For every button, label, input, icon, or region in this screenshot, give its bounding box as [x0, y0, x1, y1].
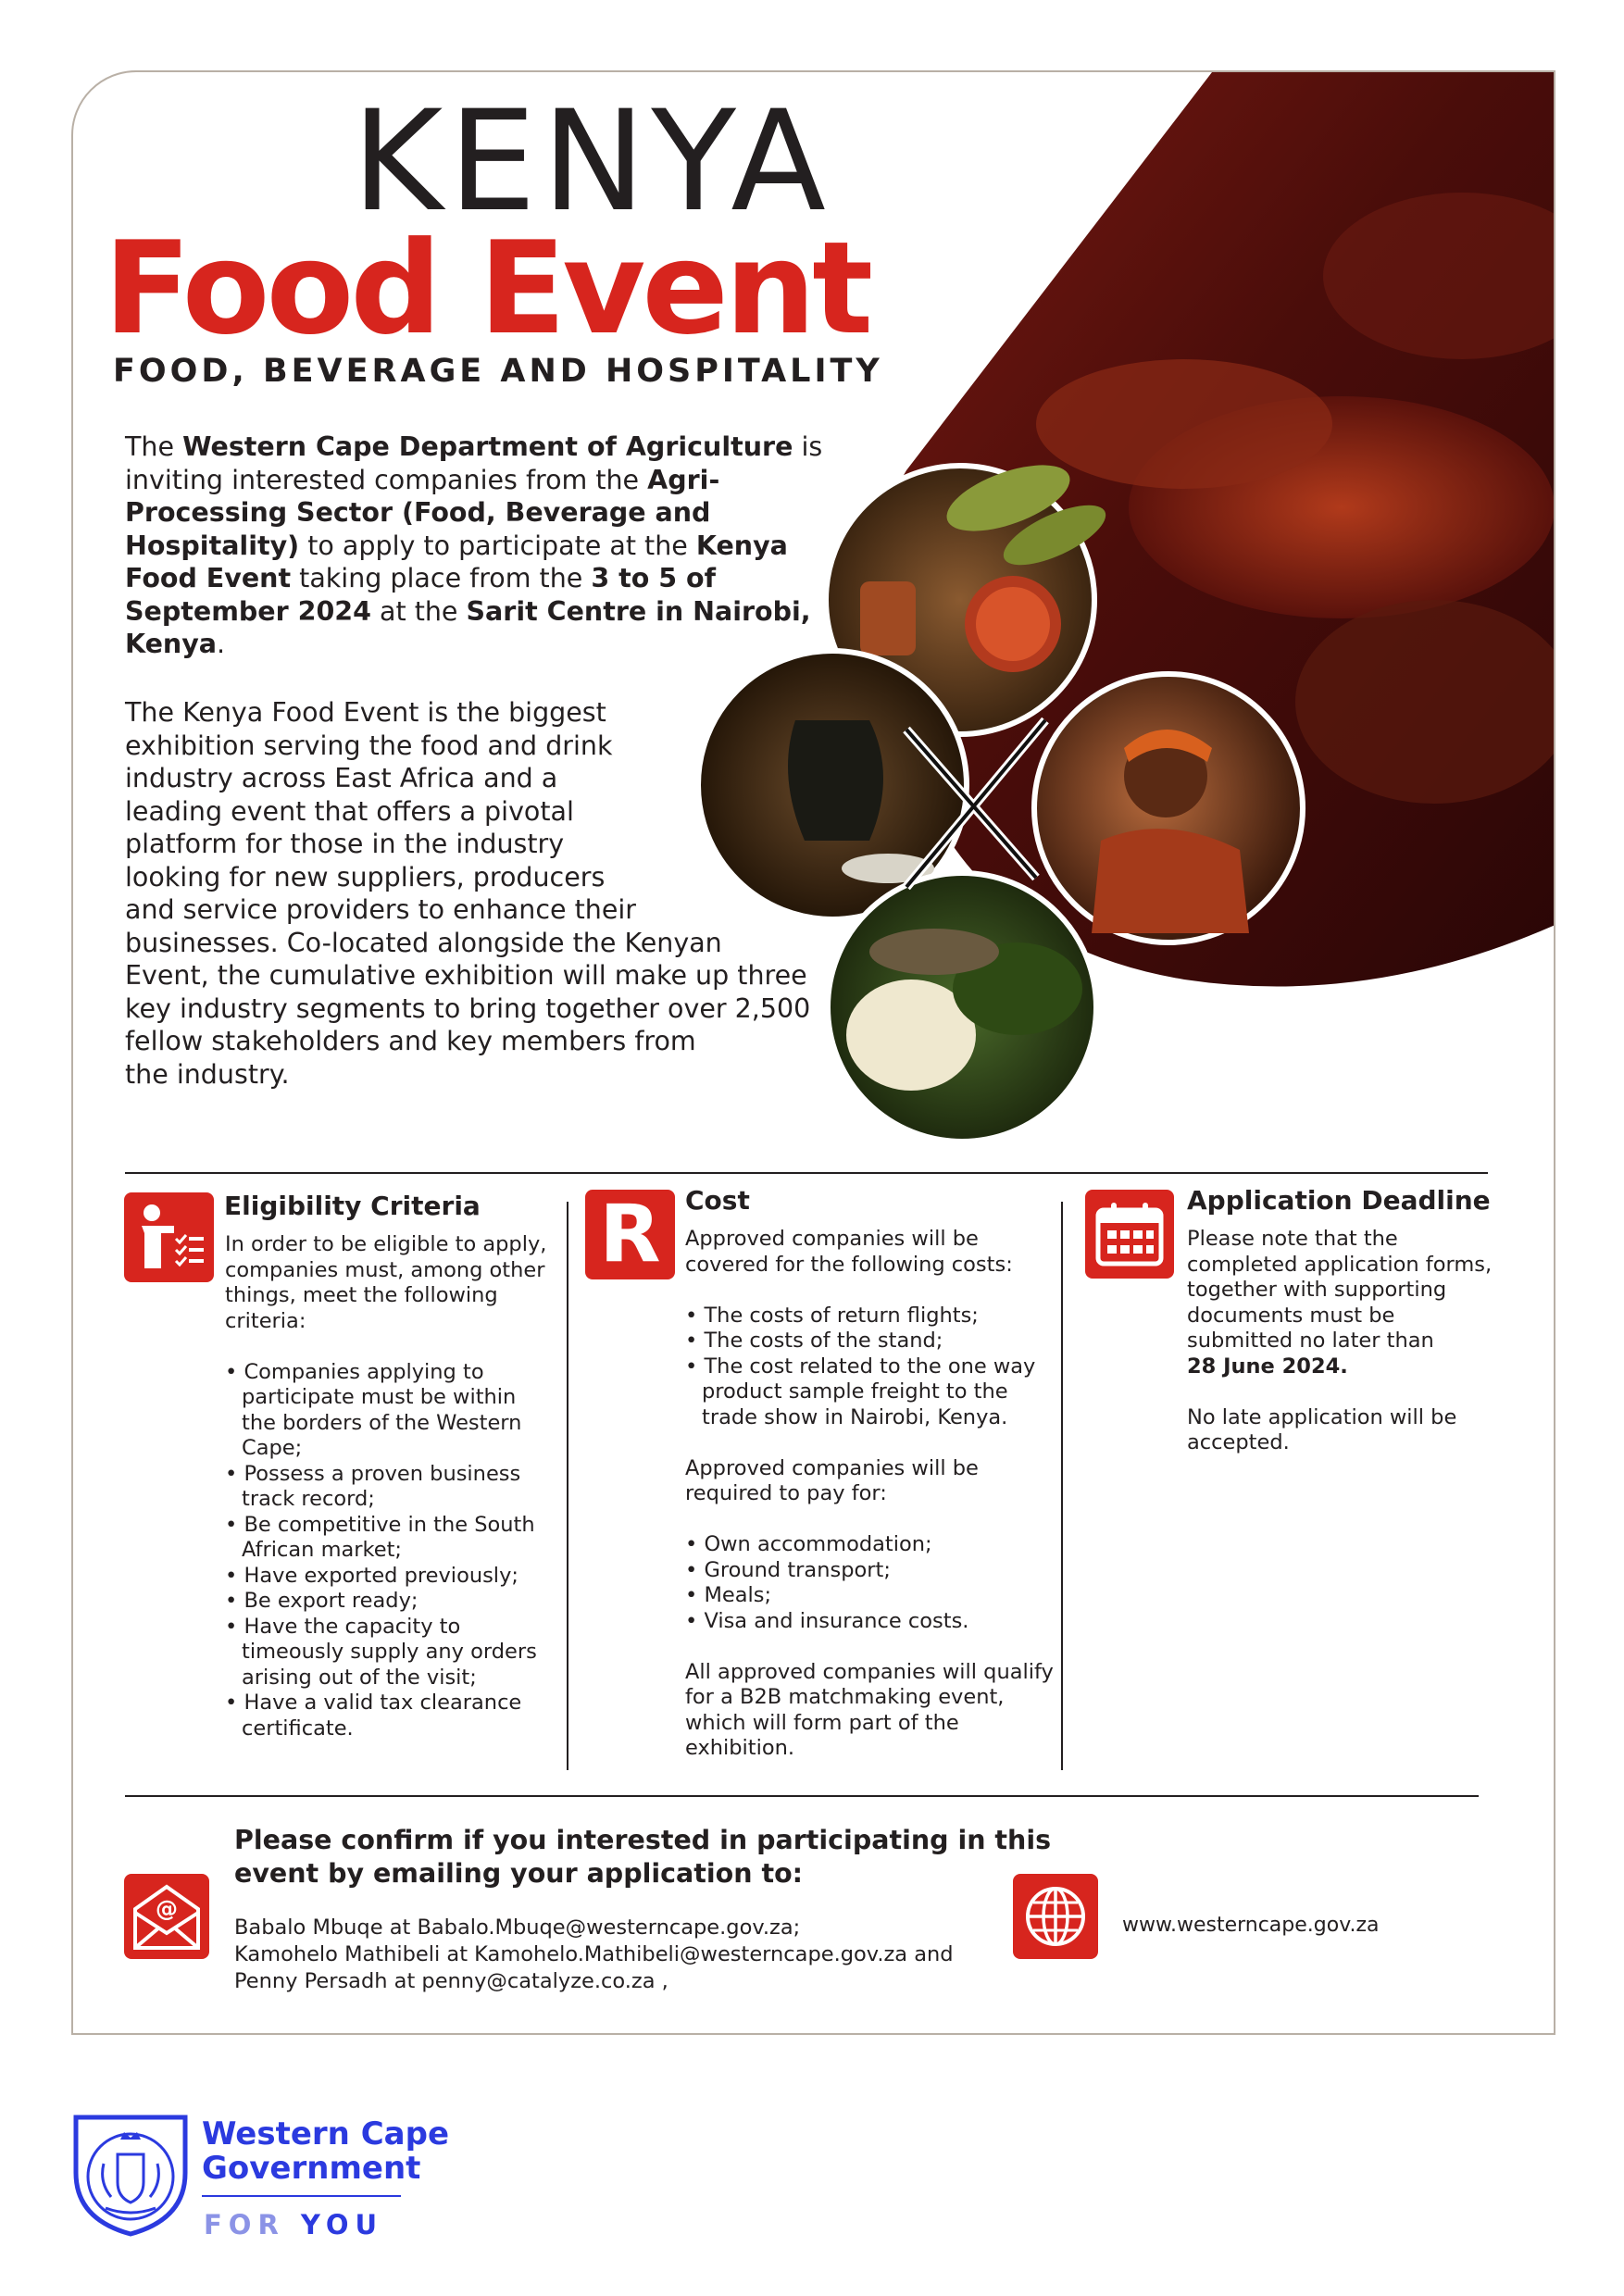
logo-rule	[202, 2195, 401, 2197]
title-food-event: Food Event	[104, 214, 870, 363]
eligibility-intro: In order to be eligible to apply, companies must, among other things, meet the following criteria:	[225, 1232, 547, 1333]
confirm-line: Please confirm if you interested in participating in this	[234, 1825, 1052, 1855]
description-line: fellow stakeholders and key members from	[125, 1026, 696, 1056]
section-divider-bottom	[125, 1795, 1479, 1797]
cost-intro: Approved companies will be covered for the following costs:	[685, 1227, 1013, 1277]
list-item: • Own accommodation;	[685, 1532, 1056, 1558]
rand-letter: R	[599, 1188, 661, 1280]
cost-covered-list	[685, 1304, 1056, 1431]
description-line: businesses. Co-located alongside the Kenyan	[125, 927, 722, 958]
person-checklist-icon	[124, 1192, 214, 1282]
description-line: Event, the cumulative exhibition will make up three	[125, 960, 807, 991]
intro-paragraph	[125, 430, 829, 661]
description-line: the industry.	[125, 1058, 290, 1090]
list-item: • Be competitive in the South African market;	[225, 1513, 554, 1564]
logo-wordmark	[202, 2117, 449, 2186]
eligibility-title: Eligibility Criteria	[224, 1191, 481, 1221]
email-icon	[124, 1874, 209, 1959]
list-item: • Have the capacity to timeously supply any orders arising out of the visit;	[225, 1615, 554, 1691]
website-link[interactable]: www.westerncape.gov.za	[1122, 1914, 1380, 1937]
contact-person[interactable]: Kamohelo Mathibeli at Kamohelo.Mathibeli@westerncape.gov.za and	[234, 1942, 954, 1966]
list-item: • Have a valid tax clearance certificate.	[225, 1691, 554, 1741]
cost-pay-intro: Approved companies will be required to pay for:	[685, 1455, 979, 1505]
title-kenya: KENYA	[352, 81, 831, 243]
intro-text: at the	[370, 595, 467, 627]
globe-icon	[1013, 1874, 1098, 1959]
contact-person[interactable]: Babalo Mbuqe at Babalo.Mbuqe@westerncape.gov.za;	[234, 1915, 801, 1940]
intro-text: to apply to participate at the	[299, 530, 696, 561]
description-line: leading event that offers a pivotal	[125, 795, 574, 827]
confirm-line: event by emailing your application to:	[234, 1858, 804, 1889]
deadline-title: Application Deadline	[1187, 1185, 1491, 1216]
column-divider	[567, 1202, 568, 1770]
calendar-icon	[1085, 1190, 1174, 1279]
deadline-late-note: No late application will be accepted.	[1187, 1404, 1457, 1454]
contact-list	[234, 1915, 954, 1995]
coat-of-arms-emblem	[67, 2108, 194, 2240]
logo-tag-for: FOR	[204, 2209, 285, 2240]
list-item: • Meals;	[685, 1583, 1056, 1609]
logo-line: Western Cape	[202, 2115, 450, 2152]
eligibility-body	[225, 1232, 554, 1741]
deadline-body	[1187, 1227, 1506, 1456]
list-item: • Ground transport;	[685, 1558, 1056, 1584]
logo-tagline	[204, 2209, 383, 2240]
logo-tag-you: YOU	[300, 2209, 384, 2240]
intro-text: taking place from the	[291, 563, 592, 593]
description-line: The Kenya Food Event is the biggest	[125, 697, 606, 728]
eligibility-list	[225, 1360, 554, 1742]
column-divider	[1061, 1202, 1063, 1770]
contact-person[interactable]: Penny Persadh at penny@catalyze.co.za ,	[234, 1969, 668, 1993]
description-line: platform for those in the industry	[125, 829, 565, 859]
intro-text: The	[125, 431, 183, 462]
list-item: • The costs of return flights;	[685, 1304, 1056, 1329]
rand-currency-icon	[585, 1190, 675, 1279]
subtitle: FOOD, BEVERAGE AND HOSPITALITY	[113, 353, 883, 390]
intro-bold: Western Cape Department of Agriculture	[182, 431, 793, 462]
list-item: • Companies applying to participate must be within the borders of the Western Cape;	[225, 1360, 554, 1462]
logo-line: Government	[202, 2150, 421, 2187]
description-line: industry across East Africa and a	[125, 763, 558, 793]
confirm-heading	[234, 1824, 1051, 1890]
intro-text: .	[217, 629, 226, 659]
intro-bold: 3 to 5 of September 2024	[125, 563, 717, 627]
cost-title: Cost	[685, 1185, 750, 1216]
section-divider-top	[125, 1172, 1488, 1174]
intro-text: is inviting interested companies from the	[125, 431, 823, 495]
description-line: looking for new suppliers, producers	[125, 861, 606, 892]
cost-body	[685, 1227, 1056, 1762]
cost-pay-list	[685, 1532, 1056, 1634]
intro-bold: Kenya Food Event	[125, 530, 788, 593]
list-item: • Have exported previously;	[225, 1564, 554, 1590]
list-item: • The costs of the stand;	[685, 1329, 1056, 1354]
intro-bold: Agri-Processing Sector (Food, Beverage and Hospitality)	[125, 464, 720, 561]
description-paragraph	[125, 696, 810, 1091]
list-item: • The cost related to the one way product sample freight to the trade show in Nairobi, Kenya.	[685, 1354, 1056, 1431]
deadline-date: 28 June 2024.	[1187, 1354, 1348, 1379]
intro-bold: Sarit Centre in Nairobi, Kenya	[125, 595, 811, 659]
list-item: • Be export ready;	[225, 1589, 554, 1615]
list-item: • Possess a proven business track record;	[225, 1462, 554, 1513]
list-item: • Visa and insurance costs.	[685, 1609, 1056, 1635]
deadline-text: Please note that the completed application forms, together with supporting documents must be submitted no later than	[1187, 1227, 1493, 1353]
cost-closing: All approved companies will qualify for a B2B matchmaking event, which will form part of the exhibition.	[685, 1659, 1054, 1760]
description-line: key industry segments to bring together over 2,500	[125, 992, 811, 1024]
svg-text:@: @	[156, 1896, 178, 1922]
description-line: and service providers to enhance their	[125, 894, 637, 925]
description-line: exhibition serving the food and drink	[125, 730, 613, 761]
